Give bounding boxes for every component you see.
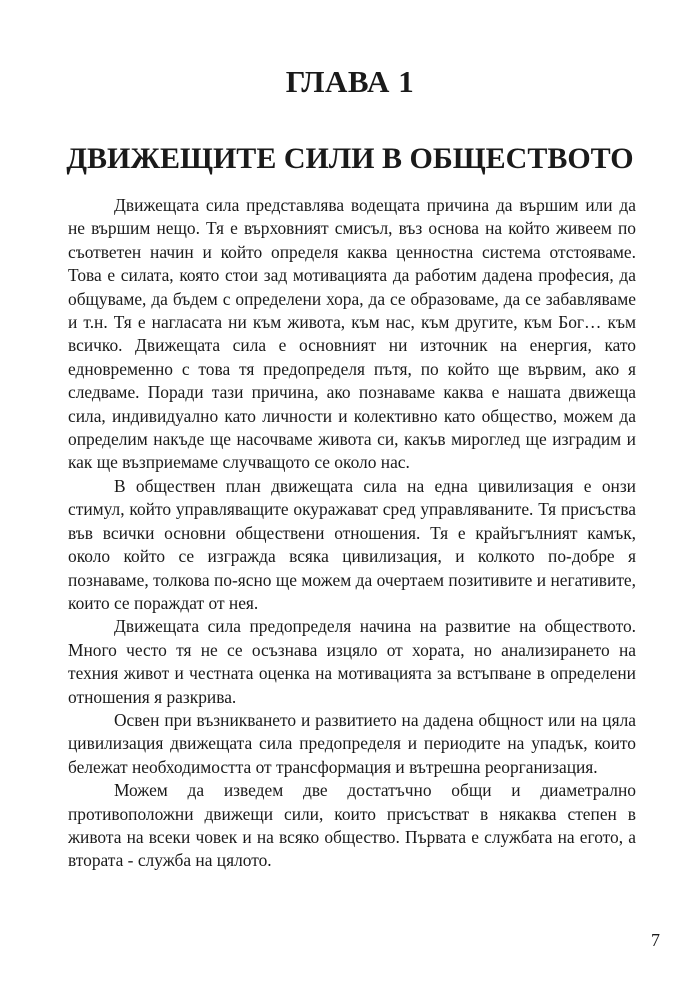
paragraph-1: Движещата сила представлява водещата причина да вършим или да не вършим нещо. Тя е върховният смисъл, въз основа на който живеем по съответен начин и който определя каква ценностна система отстояваме. Това е силата, която стои зад мотивацията да работим дадена професия, да общуваме, да бъдем с определени хора, да се образоваме, да се забавляваме и т.н. Тя е нагласата ни към живота, към нас, към другите, към Бог… към всичко. Движещата сила е основният ни източник на енергия, като едновременно с това тя предопределя пътя, по който ще вървим, ако я следваме. Поради тази причина, ако познаваме каква е нашата движеща сила, индивидуално като личности и колективно като общество, можем да определим накъде ще насочваме живота си, какъв мироглед ще изградим и как ще възприемаме случващото се около нас.: [68, 195, 636, 473]
paragraph-3: Движещата сила предопределя начина на развитие на обществото. Много често тя не се осъзнава изцяло от хората, но анализирането на техния живот и честната оценка на мотивацията за встъпване в определени отношения я разкрива.: [68, 616, 636, 707]
paragraph-5: Можем да изведем две достатъчно общи и диаметрално противоположни движещи сили, които присъстват в някаква степен в живота на всеки човек и на всяко общество. Първата е службата на егото, а втората - служба на цялото.: [68, 780, 636, 871]
chapter-label: ГЛАВА 1: [285, 64, 415, 99]
page-number: 7: [651, 930, 660, 950]
body-text: [68, 194, 636, 873]
chapter-title: ДВИЖЕЩИТЕ СИЛИ В ОБЩЕСТВОТО: [66, 142, 634, 175]
paragraph-4: Освен при възникването и развитието на дадена общност или на цяла цивилизация движещата сила предопределя и периодите на упадък, които бележат необходимостта от трансформация и вътрешна реорганизация.: [68, 709, 636, 777]
paragraph-2: В обществен план движещата сила на една цивилизация е онзи стимул, който управляващите окуражават сред управляваните. Тя присъства във всички основни обществени отношения. Тя е крайъгълният камък, около който се изгражда всяка цивилизация, и колкото по-добре я познаваме, толкова по-ясно ще можем да очертаем позитивите и негативите, които се пораждат от нея.: [68, 475, 636, 613]
